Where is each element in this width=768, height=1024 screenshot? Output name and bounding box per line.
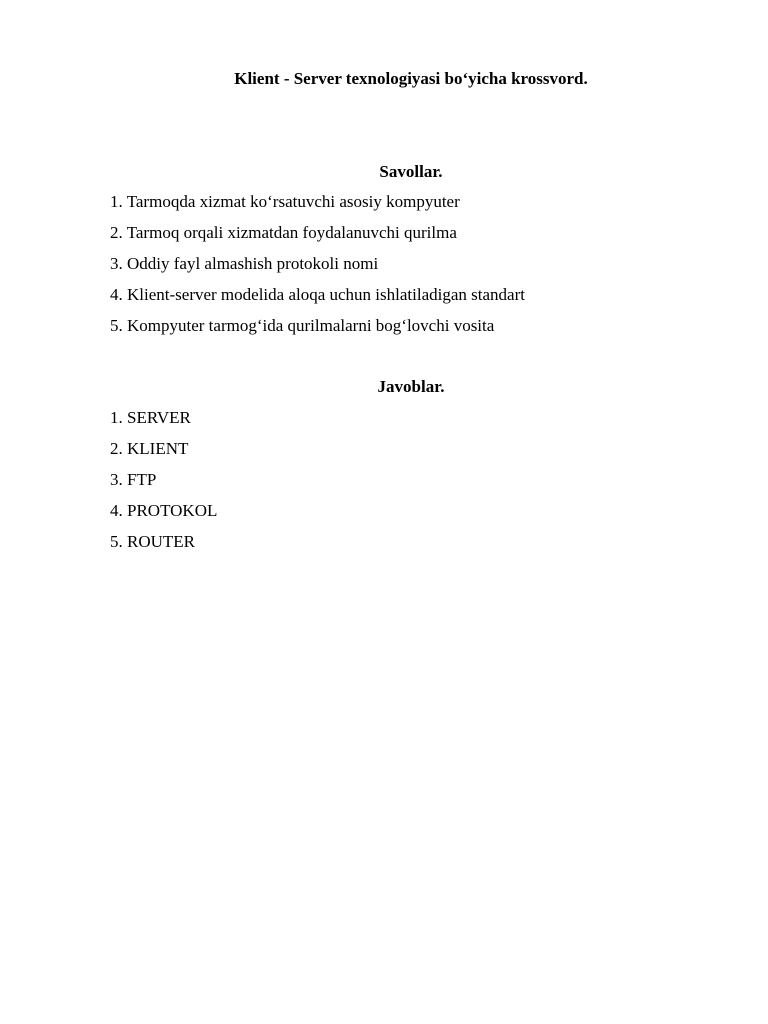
- answers-heading: Javoblar.: [377, 377, 445, 396]
- question-item: 1. Tarmoqda xizmat ko‘rsatuvchi asosiy kompyuter: [110, 192, 460, 211]
- question-item: 3. Oddiy fayl almashish protokoli nomi: [110, 254, 379, 273]
- document-title: Klient - Server texnologiyasi bo‘yicha krossvord.: [234, 69, 588, 88]
- question-item: 2. Tarmoq orqali xizmatdan foydalanuvchi qurilma: [110, 223, 457, 242]
- answer-item: 3. FTP: [110, 470, 157, 489]
- answer-item: 4. PROTOKOL: [110, 501, 218, 520]
- answers-list: [110, 408, 712, 563]
- answer-item: 1. SERVER: [110, 408, 191, 427]
- answer-item: 2. KLIENT: [110, 439, 189, 458]
- question-item: 4. Klient-server modelida aloqa uchun ishlatiladigan standart: [110, 285, 525, 304]
- question-item: 5. Kompyuter tarmog‘ida qurilmalarni bog‘lovchi vosita: [110, 316, 495, 335]
- questions-heading: Savollar.: [379, 162, 443, 181]
- questions-list: [110, 192, 712, 347]
- answer-item: 5. ROUTER: [110, 532, 195, 551]
